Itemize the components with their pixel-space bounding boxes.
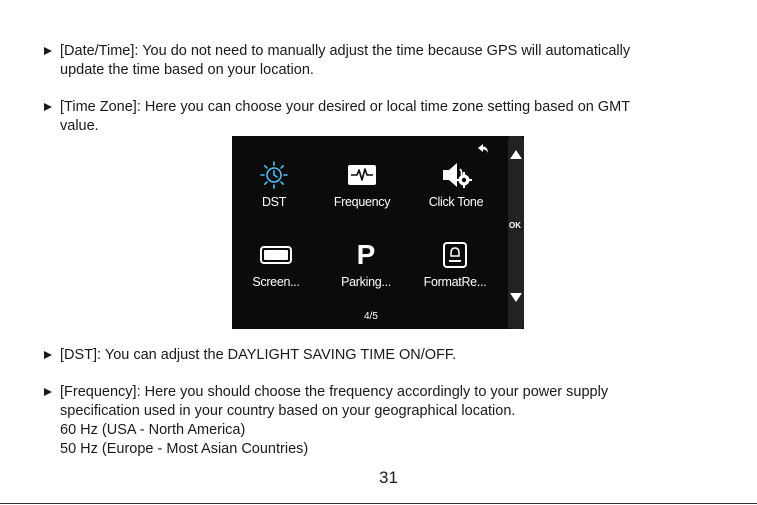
sun-clock-icon — [259, 160, 289, 190]
format-card-icon — [440, 240, 470, 270]
scroll-up-icon[interactable] — [510, 150, 522, 159]
speaker-gear-icon — [440, 160, 472, 190]
side-control-panel — [508, 136, 524, 329]
tile-label: FormatRe... — [423, 275, 487, 289]
bullet-text — [60, 98, 630, 136]
bullet-text — [60, 42, 630, 80]
bullet-line: update the time based on your location. — [60, 62, 314, 78]
parking-p-icon: P — [356, 239, 376, 270]
device-screen — [232, 136, 524, 329]
tile-dst[interactable] — [234, 160, 314, 209]
page-number: 31 — [379, 468, 398, 487]
back-arrow-icon[interactable] — [476, 142, 490, 156]
ok-button[interactable]: OK — [509, 221, 521, 230]
tile-label: Parking... — [341, 275, 391, 289]
bullet-line: [DST]: You can adjust the DAYLIGHT SAVING TIME ON/OFF. — [60, 347, 457, 363]
bullet-line: value. — [60, 118, 99, 134]
page-indicator: 4/5 — [364, 311, 378, 322]
bullet-line: specification used in your country based on your geographical location. — [60, 403, 516, 419]
tile-screen[interactable] — [236, 240, 316, 289]
waveform-icon — [347, 160, 377, 190]
tile-label: Frequency — [333, 195, 391, 209]
bullet-arrow-icon — [44, 388, 52, 396]
scroll-down-icon[interactable] — [510, 293, 522, 302]
bullet-line: 60 Hz (USA - North America) — [60, 422, 246, 438]
bullet-arrow-icon — [44, 103, 52, 111]
tile-frequency[interactable] — [322, 160, 402, 209]
bullet-arrow-icon — [44, 351, 52, 359]
bullet-line: [Time Zone]: Here you can choose your desired or local time zone setting based on GMT — [60, 99, 631, 115]
screen-rectangle-icon — [259, 240, 293, 270]
tile-label: Screen... — [252, 275, 300, 289]
bullet-text — [60, 383, 608, 459]
tile-format[interactable] — [415, 240, 495, 289]
bullet-line: 50 Hz (Europe - Most Asian Countries) — [60, 441, 309, 457]
tile-click-tone[interactable] — [416, 160, 496, 209]
tile-label: Click Tone — [428, 195, 484, 209]
bullet-line: [Frequency]: Here you should choose the frequency accordingly to your power supply — [60, 384, 609, 400]
tile-parking[interactable] — [326, 240, 406, 289]
bullet-arrow-icon — [44, 47, 52, 55]
bullet-line: [Date/Time]: You do not need to manually adjust the time because GPS will automatically — [60, 43, 631, 59]
bottom-divider — [0, 503, 757, 504]
tile-label: DST — [261, 195, 287, 209]
bullet-text — [60, 346, 456, 365]
